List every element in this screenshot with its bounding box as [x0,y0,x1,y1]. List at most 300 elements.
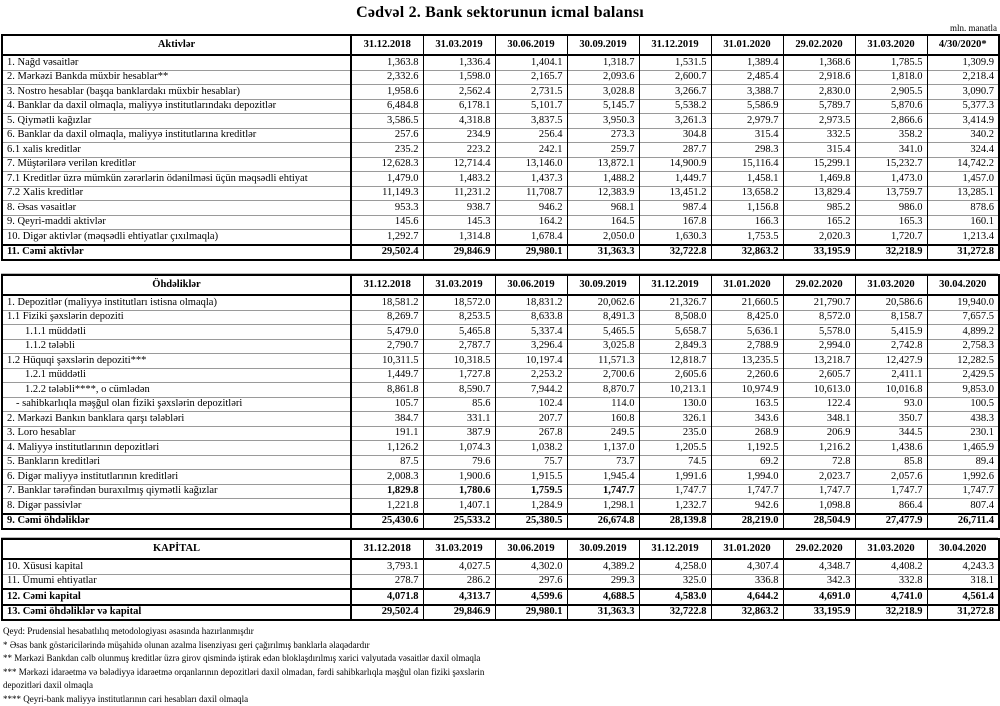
value-cell: 1,747.7 [711,484,783,499]
value-cell: 1,818.0 [855,70,927,85]
value-cell: 165.3 [855,215,927,230]
value-cell: 1,038.2 [495,441,567,456]
value-cell: 27,477.9 [855,514,927,530]
value-cell: 6,178.1 [423,99,495,114]
row-label: 5. Bankların kreditləri [2,455,351,470]
value-cell: 29,980.1 [495,245,567,261]
value-cell: 93.0 [855,397,927,412]
value-cell: 1,829.8 [351,484,423,499]
section-gap [1,530,998,538]
value-cell: 268.9 [711,426,783,441]
row-label: 1.2.1 müddətli [2,368,351,383]
value-cell: 3,586.5 [351,114,423,129]
table-row [2,172,999,187]
value-cell: 1,598.0 [423,70,495,85]
value-cell: 1,156.8 [711,201,783,216]
value-cell: 230.1 [927,426,999,441]
value-cell: 33,195.9 [783,245,855,261]
table-row [2,85,999,100]
column-header: 31.12.2018 [351,539,423,559]
value-cell: 10,974.9 [711,383,783,398]
table-row [2,325,999,340]
column-header: 31.12.2019 [639,539,711,559]
section-header-aktivler: Aktivlər [2,35,351,55]
row-label: 7.2 Xalis kreditlər [2,186,351,201]
value-cell: 32,863.2 [711,245,783,261]
page-title: Cədvəl 2. Bank sektorunun icmal balansı [0,4,1000,22]
value-cell: 105.7 [351,397,423,412]
value-cell: 79.6 [423,455,495,470]
row-label: 1.1 Fiziki şəxslərin depoziti [2,310,351,325]
footnote: ** Mərkəzi Bankdan cəlb olunmuş kreditlər üzrə girov qismində iştirak edən bloklaşdırılmış xarici valyutada vəsaitlər daxil olmaqla [3,652,508,666]
value-cell: 31,363.3 [567,605,639,621]
value-cell: 207.7 [495,412,567,427]
value-cell: 25,380.5 [495,514,567,530]
value-cell: 2,700.6 [567,368,639,383]
value-cell: 2,866.6 [855,114,927,129]
value-cell: 31,272.8 [927,245,999,261]
value-cell: 13,658.2 [711,186,783,201]
value-cell: 3,028.8 [567,85,639,100]
value-cell: 8,158.7 [855,310,927,325]
column-header: 31.12.2018 [351,275,423,295]
value-cell: 31,272.8 [927,605,999,621]
column-header: 30.04.2020 [927,539,999,559]
value-cell: 315.4 [711,128,783,143]
value-cell: 287.7 [639,143,711,158]
value-cell: 358.2 [855,128,927,143]
row-label: 1.1.1 müddətli [2,325,351,340]
column-header: 30.09.2019 [567,275,639,295]
value-cell: 234.9 [423,128,495,143]
value-cell: 1,368.6 [783,55,855,70]
value-cell: 2,605.6 [639,368,711,383]
value-cell: 8,269.7 [351,310,423,325]
value-cell: 387.9 [423,426,495,441]
value-cell: 87.5 [351,455,423,470]
value-cell: 2,973.5 [783,114,855,129]
value-cell: 6,484.8 [351,99,423,114]
value-cell: 100.5 [927,397,999,412]
section-header-kapital: KAPİTAL [2,539,351,559]
table-row [2,70,999,85]
value-cell: 160.1 [927,215,999,230]
value-cell: 11,571.3 [567,354,639,369]
value-cell: 1,720.7 [855,230,927,245]
row-label: 11. Ümumi ehtiyatlar [2,574,351,589]
value-cell: 332.8 [855,574,927,589]
row-label: 3. Loro hesablar [2,426,351,441]
total-row [2,589,999,605]
value-cell: 4,258.0 [639,559,711,574]
value-cell: 1,958.6 [351,85,423,100]
column-header: 31.03.2019 [423,275,495,295]
value-cell: 350.7 [855,412,927,427]
value-cell: 15,116.4 [711,157,783,172]
value-cell: 8,633.8 [495,310,567,325]
value-cell: 19,940.0 [927,295,999,310]
value-cell: 8,253.5 [423,310,495,325]
value-cell: 26,711.4 [927,514,999,530]
value-cell: 13,146.0 [495,157,567,172]
value-cell: 249.5 [567,426,639,441]
row-label: 8. Əsas vəsaitlər [2,201,351,216]
table-row [2,128,999,143]
value-cell: 4,599.6 [495,589,567,605]
value-cell: 191.1 [351,426,423,441]
value-cell: 4,408.2 [855,559,927,574]
row-label: 1.2.2 tələbli****, o cümlədən [2,383,351,398]
value-cell: 878.6 [927,201,999,216]
value-cell: 12,427.9 [855,354,927,369]
value-cell: 5,586.9 [711,99,783,114]
value-cell: 242.1 [495,143,567,158]
value-cell: 2,332.6 [351,70,423,85]
value-cell: 20,062.6 [567,295,639,310]
value-cell: 2,731.5 [495,85,567,100]
value-cell: 256.4 [495,128,567,143]
value-cell: 2,218.4 [927,70,999,85]
value-cell: 4,741.0 [855,589,927,605]
value-cell: 5,538.2 [639,99,711,114]
section-gap [1,261,998,274]
value-cell: 235.2 [351,143,423,158]
value-cell: 1,074.3 [423,441,495,456]
value-cell: 866.4 [855,499,927,514]
row-label: 7.1 Kreditlər üzrə mümkün zərərlərin ödənilməsi üçün məqsədli ehtiyat [2,172,351,187]
value-cell: 2,093.6 [567,70,639,85]
value-cell: 1,488.2 [567,172,639,187]
value-cell: 163.5 [711,397,783,412]
table-row [2,201,999,216]
column-header: 31.01.2020 [711,35,783,55]
value-cell: 299.3 [567,574,639,589]
value-cell: 3,025.8 [567,339,639,354]
value-cell: 12,282.5 [927,354,999,369]
value-cell: 1,292.7 [351,230,423,245]
value-cell: 1,309.9 [927,55,999,70]
value-cell: 28,219.0 [711,514,783,530]
value-cell: 4,583.0 [639,589,711,605]
footnote: **** Qeyri-bank maliyyə institutlarının cari hesabları daxil olmaqla [3,693,508,706]
value-cell: 938.7 [423,201,495,216]
value-cell: 164.2 [495,215,567,230]
value-cell: 7,944.2 [495,383,567,398]
row-label: 13. Cəmi öhdəliklər və kapital [2,605,351,621]
value-cell: 12,383.9 [567,186,639,201]
value-cell: 12,714.4 [423,157,495,172]
column-header: 30.06.2019 [495,35,567,55]
value-cell: 1,780.6 [423,484,495,499]
report-page [0,4,1000,706]
row-label: 1. Depozitlər (maliyyə institutları istisna olmaqla) [2,295,351,310]
value-cell: 2,020.3 [783,230,855,245]
value-cell: 2,562.4 [423,85,495,100]
value-cell: 5,465.8 [423,325,495,340]
value-cell: 167.8 [639,215,711,230]
table-row [2,499,999,514]
table-row [2,354,999,369]
value-cell: 1,407.1 [423,499,495,514]
value-cell: 14,900.9 [639,157,711,172]
value-cell: 13,451.2 [639,186,711,201]
table-row [2,470,999,485]
row-label: 7. Banklar tərəfindən buraxılmış qiymətli kağızlar [2,484,351,499]
value-cell: 3,296.4 [495,339,567,354]
value-cell: 25,533.2 [423,514,495,530]
table-row [2,455,999,470]
header-row [2,539,999,559]
value-cell: 331.1 [423,412,495,427]
value-cell: 2,008.3 [351,470,423,485]
value-cell: 297.6 [495,574,567,589]
value-cell: 348.1 [783,412,855,427]
value-cell: 332.5 [783,128,855,143]
value-cell: 206.9 [783,426,855,441]
value-cell: 4,688.5 [567,589,639,605]
column-header: 31.01.2020 [711,539,783,559]
value-cell: 1,473.0 [855,172,927,187]
value-cell: 1,747.7 [855,484,927,499]
table-row [2,114,999,129]
value-cell: 9,853.0 [927,383,999,398]
value-cell: 11,231.2 [423,186,495,201]
value-cell: 4,899.2 [927,325,999,340]
column-header: 30.09.2019 [567,539,639,559]
total-row [2,514,999,530]
value-cell: 5,658.7 [639,325,711,340]
value-cell: 8,590.7 [423,383,495,398]
table-row [2,157,999,172]
value-cell: 2,485.4 [711,70,783,85]
footnote: *** Mərkəzi idarəetmə və bələdiyyə idarəetmə orqanlarının depozitləri daxil olmadan, fərdi sahibkarlıqla məşğul olan fiziki şəxslərin depozitləri daxil olmaqla [3,666,508,693]
table-row [2,412,999,427]
column-header: 31.03.2020 [855,539,927,559]
value-cell: 278.7 [351,574,423,589]
value-cell: 1,747.7 [639,484,711,499]
table-row [2,215,999,230]
value-cell: 223.2 [423,143,495,158]
value-cell: 4,307.4 [711,559,783,574]
value-cell: 15,299.1 [783,157,855,172]
value-cell: 807.4 [927,499,999,514]
value-cell: 315.4 [783,143,855,158]
table-row [2,186,999,201]
value-cell: 1,438.6 [855,441,927,456]
value-cell: 18,572.0 [423,295,495,310]
value-cell: 3,950.3 [567,114,639,129]
column-header: 29.02.2020 [783,539,855,559]
value-cell: 2,830.0 [783,85,855,100]
value-cell: 1,314.8 [423,230,495,245]
row-label: 10. Xüsusi kapital [2,559,351,574]
value-cell: 2,605.7 [783,368,855,383]
value-cell: 1,945.4 [567,470,639,485]
value-cell: 12,818.7 [639,354,711,369]
row-label: 2. Mərkəzi Bankda müxbir hesablar** [2,70,351,85]
value-cell: 1,216.2 [783,441,855,456]
value-cell: 286.2 [423,574,495,589]
value-cell: 32,722.8 [639,605,711,621]
value-cell: 1,785.5 [855,55,927,70]
value-cell: 12,628.3 [351,157,423,172]
value-cell: 21,326.7 [639,295,711,310]
value-cell: 1,992.6 [927,470,999,485]
value-cell: 5,636.1 [711,325,783,340]
value-cell: 1,900.6 [423,470,495,485]
value-cell: 20,586.6 [855,295,927,310]
value-cell: 5,465.5 [567,325,639,340]
value-cell: 4,243.3 [927,559,999,574]
row-label: 6.1 xalis kreditlər [2,143,351,158]
value-cell: 2,050.0 [567,230,639,245]
column-header: 31.03.2019 [423,539,495,559]
value-cell: 1,336.4 [423,55,495,70]
value-cell: 10,311.5 [351,354,423,369]
value-cell: 5,145.7 [567,99,639,114]
value-cell: 2,165.7 [495,70,567,85]
value-cell: 73.7 [567,455,639,470]
row-label: 6. Digər maliyyə institutlarının kreditləri [2,470,351,485]
value-cell: 1,449.7 [639,172,711,187]
footnotes [3,625,508,706]
value-cell: 29,980.1 [495,605,567,621]
value-cell: 2,787.7 [423,339,495,354]
value-cell: 235.0 [639,426,711,441]
column-header: 31.03.2019 [423,35,495,55]
value-cell: 1,098.8 [783,499,855,514]
row-label: 2. Mərkəzi Bankın banklara qarşı tələbləri [2,412,351,427]
value-cell: 2,758.3 [927,339,999,354]
value-cell: 4,027.5 [423,559,495,574]
value-cell: 5,870.6 [855,99,927,114]
value-cell: 987.4 [639,201,711,216]
value-cell: 14,742.2 [927,157,999,172]
value-cell: 1,192.5 [711,441,783,456]
footnote: Qeyd: Prudensial hesabatlılıq metodologiyası əsasında hazırlanmışdır [3,625,508,639]
value-cell: 318.1 [927,574,999,589]
value-cell: 5,415.9 [855,325,927,340]
value-cell: 25,430.6 [351,514,423,530]
row-label: 10. Digər aktivlər (məqsədli ehtiyatlar çıxılmaqla) [2,230,351,245]
value-cell: 4,318.8 [423,114,495,129]
value-cell: 1,404.1 [495,55,567,70]
value-cell: 160.8 [567,412,639,427]
value-cell: 2,905.5 [855,85,927,100]
value-cell: 32,863.2 [711,605,783,621]
value-cell: 3,266.7 [639,85,711,100]
table-row [2,99,999,114]
value-cell: 1,759.5 [495,484,567,499]
value-cell: 4,561.4 [927,589,999,605]
value-cell: 1,437.3 [495,172,567,187]
row-label: 9. Cəmi öhdəliklər [2,514,351,530]
value-cell: 29,846.9 [423,245,495,261]
table-row [2,339,999,354]
value-cell: 2,429.5 [927,368,999,383]
table-row [2,143,999,158]
value-cell: 8,508.0 [639,310,711,325]
value-cell: 1,465.9 [927,441,999,456]
value-cell: 166.3 [711,215,783,230]
value-cell: 85.6 [423,397,495,412]
value-cell: 145.3 [423,215,495,230]
row-label: 4. Maliyyə institutlarının depozitləri [2,441,351,456]
value-cell: 1,126.2 [351,441,423,456]
value-cell: 8,870.7 [567,383,639,398]
value-cell: 8,491.3 [567,310,639,325]
value-cell: 1,678.4 [495,230,567,245]
table-row [2,55,999,70]
value-cell: 32,218.9 [855,245,927,261]
tables-container [0,34,1000,621]
value-cell: 8,572.0 [783,310,855,325]
value-cell: 257.6 [351,128,423,143]
value-cell: 165.2 [783,215,855,230]
value-cell: 28,504.9 [783,514,855,530]
value-cell: 31,363.3 [567,245,639,261]
value-cell: 2,849.3 [639,339,711,354]
value-cell: 336.8 [711,574,783,589]
value-cell: 10,213.1 [639,383,711,398]
value-cell: 1,458.1 [711,172,783,187]
value-cell: 4,313.7 [423,589,495,605]
value-cell: 145.6 [351,215,423,230]
value-cell: 324.4 [927,143,999,158]
value-cell: 343.6 [711,412,783,427]
value-cell: 26,674.8 [567,514,639,530]
row-label: 1. Nağd vəsaitlər [2,55,351,70]
column-header: 30.09.2019 [567,35,639,55]
table-row [2,484,999,499]
value-cell: 946.2 [495,201,567,216]
value-cell: 72.8 [783,455,855,470]
row-label: 12. Cəmi kapital [2,589,351,605]
value-cell: 13,759.7 [855,186,927,201]
value-cell: 2,742.8 [855,339,927,354]
row-label: - sahibkarlıqla məşğul olan fiziki şəxslərin depozitləri [2,397,351,412]
value-cell: 1,363.8 [351,55,423,70]
value-cell: 1,205.5 [639,441,711,456]
value-cell: 5,337.4 [495,325,567,340]
value-cell: 10,197.4 [495,354,567,369]
value-cell: 2,600.7 [639,70,711,85]
value-cell: 4,691.0 [783,589,855,605]
column-header: 4/30/2020* [927,35,999,55]
row-label: 7. Müştərilərə verilən kreditlər [2,157,351,172]
value-cell: 164.5 [567,215,639,230]
table-row [2,397,999,412]
value-cell: 267.8 [495,426,567,441]
row-label: 1.1.2 tələbli [2,339,351,354]
value-cell: 1,991.6 [639,470,711,485]
value-cell: 1,449.7 [351,368,423,383]
value-cell: 3,793.1 [351,559,423,574]
value-cell: 344.5 [855,426,927,441]
value-cell: 304.8 [639,128,711,143]
value-cell: 5,101.7 [495,99,567,114]
value-cell: 29,502.4 [351,245,423,261]
value-cell: 1,221.8 [351,499,423,514]
value-cell: 341.0 [855,143,927,158]
value-cell: 130.0 [639,397,711,412]
value-cell: 21,660.5 [711,295,783,310]
value-cell: 10,016.8 [855,383,927,398]
value-cell: 1,137.0 [567,441,639,456]
column-header: 29.02.2020 [783,275,855,295]
value-cell: 1,469.8 [783,172,855,187]
value-cell: 2,057.6 [855,470,927,485]
